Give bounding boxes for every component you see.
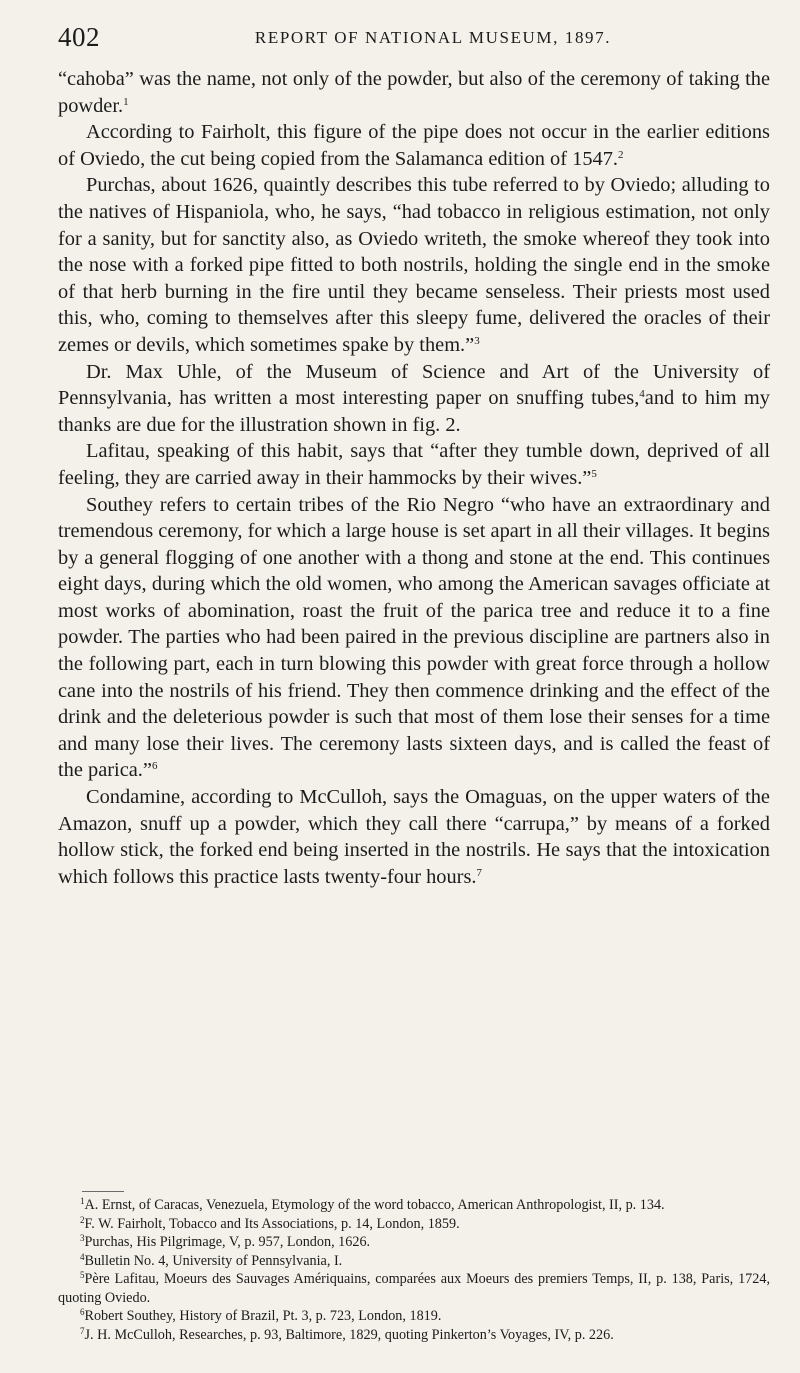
paragraph-text: According to Fairholt, this figure of the pipe does not occur in the earlier editions of Oviedo, the cut being copied from the Salamanca edition of 1547. xyxy=(58,121,770,170)
body-text xyxy=(58,66,770,890)
footnote-text: F. W. Fairholt, Tobacco and Its Associations, p. 14, London, 1859. xyxy=(84,1215,460,1232)
footnote-reference: 3 xyxy=(474,334,480,347)
paragraph xyxy=(58,359,770,439)
footnote xyxy=(58,1233,770,1252)
paragraph-text: Purchas, about 1626, quaintly describes this tube referred to by Oviedo; alluding to the natives of Hispaniola, who, he says, “had tobacco in religious estimation, not only for a sanity, but for sanctity also, as Oviedo writeth, the smoke whereof they took into the nose with a forked pipe fitted to both nostrils, holding the single end in the smoke of that herb burning in the fire until they became senseless. Their priests most used this, who, coming to themselves after this sleepy fume, delivered the oracles of their zemes or devils, which sometimes spake by them.” xyxy=(58,174,770,356)
paragraph-text: Dr. Max Uhle, of the Museum of Science and Art of the University of Pennsylvania, has written a most interesting paper on snuffing tubes, xyxy=(58,360,770,410)
footnote-rule xyxy=(82,1191,124,1192)
paragraph xyxy=(58,119,770,172)
footnote xyxy=(58,1196,770,1215)
paragraph-text: Southey refers to certain tribes of the Rio Negro “who have an extraordinary and tremendous ceremony, for which a large house is set apart in all their villages. It begins by a general flogging of one another with a thong and stone at the end. This continues eight days, during which the old women, who among the American savages officiate at most works of abomination, roast the fruit of the parica tree and reduce it to a fine powder. The parties who had been paired in the previous discipline are partners also in the following part, each in turn blowing this powder with great force through a hollow cane into the nostrils of his friend. They then commence drinking and the effect of the drink and the deleterious powder is such that most of them lose their senses for a time and many lose their lives. The ceremony lasts sixteen days, and is called the feast of the parica.” xyxy=(58,493,770,782)
footnote-mark: 6 xyxy=(80,1307,85,1317)
footnote-reference: 5 xyxy=(591,467,597,480)
footnote-text: Purchas, His Pilgrimage, V, p. 957, London, 1626. xyxy=(84,1234,371,1250)
footnote-text: Robert Southey, History of Brazil, Pt. 3, p. 723, London, 1819. xyxy=(84,1308,442,1324)
paragraph-text: Condamine, according to McCulloh, says the Omaguas, on the upper waters of the Amazon, snuff up a powder, which they call there “carrupa,” by means of a forked hollow stick, the forked end being inserted in the nostrils. He says that the intoxication which follows this practice lasts twenty-four hours. xyxy=(58,786,770,888)
footnote xyxy=(58,1270,770,1307)
page-header xyxy=(58,22,768,56)
footnote-mark: 7 xyxy=(80,1325,85,1336)
footnote-reference: 7 xyxy=(476,866,482,879)
paragraph xyxy=(58,66,770,119)
footnote-mark: 4 xyxy=(80,1251,85,1262)
footnote-text: J. H. McCulloh, Researches, p. 93, Baltimore, 1829, quoting Pinkerton’s Voyages, IV, p. 226. xyxy=(84,1326,614,1343)
running-head: REPORT OF NATIONAL MUSEUM, 1897. xyxy=(254,28,612,47)
footnote-text: Père Lafitau, Moeurs des Sauvages Amériquains, comparées aux Moeurs des premiers Temps, II, p. 138, Paris, 1724, quoting Oviedo. xyxy=(58,1271,770,1306)
footnote-mark: 2 xyxy=(80,1214,85,1225)
footnote-text: Bulletin No. 4, University of Pennsylvania, I. xyxy=(84,1252,343,1269)
footnote-mark: 3 xyxy=(80,1233,85,1243)
footnote xyxy=(58,1326,770,1345)
footnote-text: A. Ernst, of Caracas, Venezuela, Etymology of the word tobacco, American Anthropologist, II, p. 134. xyxy=(84,1197,665,1213)
paragraph-text: Lafitau, speaking of this habit, says that “after they tumble down, deprived of all feeling, they are carried away in their hammocks by their wives.” xyxy=(58,440,770,489)
paragraph xyxy=(58,492,770,785)
paragraph xyxy=(58,172,770,358)
footnote xyxy=(58,1307,770,1326)
footnote xyxy=(58,1252,770,1271)
footnote-reference: 1 xyxy=(123,95,129,108)
paragraph-text: “cahoba” was the name, not only of the powder, but also of the ceremony of taking the powder. xyxy=(58,68,770,117)
footnote-reference: 2 xyxy=(618,148,624,161)
paragraph-text: and to him my thanks are due for the illustration shown in fig. 2. xyxy=(58,387,770,436)
footnote xyxy=(58,1215,770,1234)
paragraph xyxy=(58,438,770,491)
paragraph xyxy=(58,784,770,890)
footnote-reference: 6 xyxy=(151,760,158,773)
footnote-reference: 4 xyxy=(639,388,645,401)
footnotes xyxy=(58,1196,770,1344)
page-number: 402 xyxy=(58,22,100,52)
footnote-mark: 5 xyxy=(80,1270,85,1280)
footnote-mark: 1 xyxy=(80,1196,85,1206)
